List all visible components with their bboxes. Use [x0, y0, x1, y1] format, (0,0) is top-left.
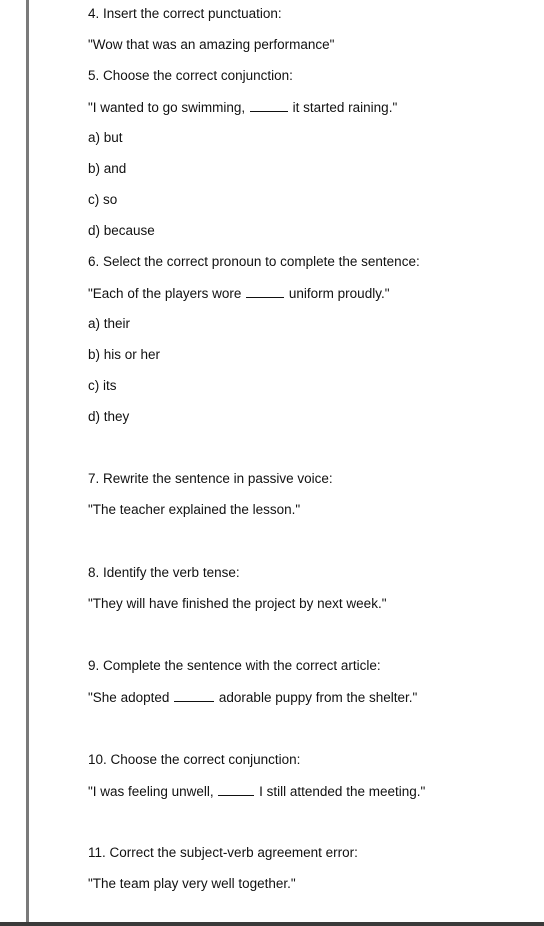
- answer-blank: [218, 783, 254, 796]
- question-7-sentence: "The teacher explained the lesson.": [88, 502, 301, 517]
- question-4-prompt: 4. Insert the correct punctuation:: [88, 6, 282, 21]
- question-5-option-a: a) but: [88, 130, 123, 145]
- question-6-option-c: c) its: [88, 378, 117, 393]
- page-left-border: [26, 0, 29, 926]
- page-bottom-edge: [0, 922, 544, 926]
- sentence-part: "I was feeling unwell,: [88, 784, 214, 799]
- question-10-sentence: [88, 783, 425, 800]
- sentence-part: adorable puppy from the shelter.": [218, 690, 418, 705]
- question-6-prompt: 6. Select the correct pronoun to complete the sentence:: [88, 254, 420, 269]
- question-9-prompt: 9. Complete the sentence with the correct article:: [88, 658, 381, 673]
- sentence-part: I still attended the meeting.": [259, 784, 426, 799]
- question-8-prompt: 8. Identify the verb tense:: [88, 565, 240, 580]
- sentence-part: it started raining.": [292, 100, 398, 115]
- question-5-option-b: b) and: [88, 161, 127, 176]
- sentence-part: "I wanted to go swimming,: [88, 100, 246, 115]
- question-4-sentence: "Wow that was an amazing performance": [88, 37, 335, 52]
- sentence-part: uniform proudly.": [288, 286, 390, 301]
- question-11-prompt: 11. Correct the subject-verb agreement error:: [88, 845, 358, 860]
- question-11-sentence: "The team play very well together.": [88, 876, 296, 891]
- question-6-option-a: a) their: [88, 316, 131, 331]
- answer-blank: [250, 99, 288, 112]
- answer-blank: [246, 285, 284, 298]
- question-6-option-d: d) they: [88, 409, 130, 424]
- question-9-sentence: [88, 689, 417, 706]
- answer-blank: [174, 689, 214, 702]
- question-5-option-d: d) because: [88, 223, 155, 238]
- question-5-sentence: [88, 99, 397, 116]
- question-7-prompt: 7. Rewrite the sentence in passive voice:: [88, 471, 333, 486]
- question-8-sentence: "They will have finished the project by next week.": [88, 596, 387, 611]
- question-6-option-b: b) his or her: [88, 347, 161, 362]
- question-6-sentence: [88, 285, 390, 302]
- question-10-prompt: 10. Choose the correct conjunction:: [88, 752, 301, 767]
- question-5-prompt: 5. Choose the correct conjunction:: [88, 68, 293, 83]
- sentence-part: "Each of the players wore: [88, 286, 242, 301]
- sentence-part: "She adopted: [88, 690, 170, 705]
- question-5-option-c: c) so: [88, 192, 118, 207]
